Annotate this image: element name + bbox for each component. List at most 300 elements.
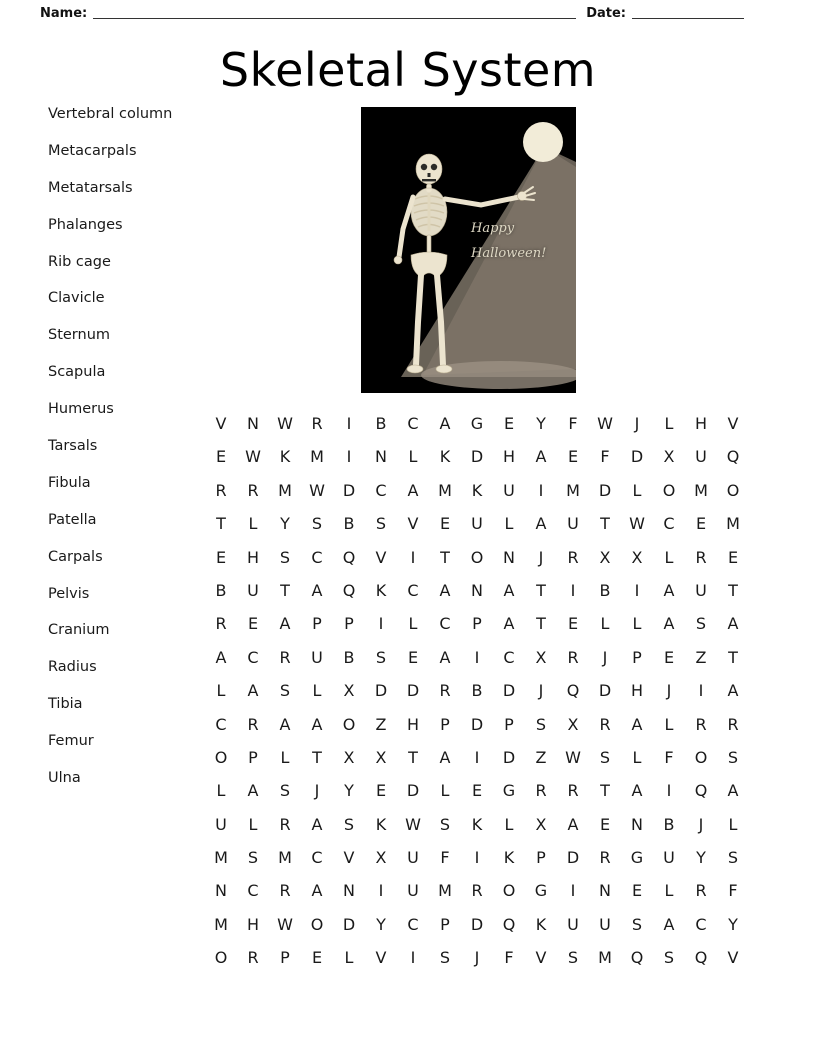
- grid-letter[interactable]: A: [311, 580, 323, 600]
- grid-letter[interactable]: D: [406, 781, 420, 801]
- grid-letter[interactable]: P: [440, 714, 450, 734]
- grid-letter[interactable]: S: [727, 747, 739, 767]
- grid-letter[interactable]: A: [247, 781, 259, 801]
- grid-letter[interactable]: C: [695, 914, 707, 934]
- grid-letter[interactable]: F: [600, 447, 610, 467]
- grid-letter[interactable]: B: [343, 514, 355, 534]
- grid-letter[interactable]: U: [567, 914, 579, 934]
- grid-letter[interactable]: R: [599, 848, 611, 868]
- grid-letter[interactable]: C: [247, 647, 259, 667]
- grid-letter[interactable]: R: [567, 647, 579, 667]
- grid-letter[interactable]: D: [406, 681, 420, 701]
- grid-letter[interactable]: V: [727, 414, 739, 433]
- grid-letter[interactable]: U: [247, 580, 259, 600]
- grid-letter[interactable]: R: [567, 547, 579, 567]
- grid-letter[interactable]: E: [631, 881, 643, 901]
- grid-letter[interactable]: L: [632, 614, 642, 634]
- grid-letter[interactable]: U: [471, 514, 483, 534]
- grid-letter[interactable]: R: [215, 614, 227, 634]
- grid-letter[interactable]: K: [471, 814, 483, 834]
- grid-letter[interactable]: U: [503, 480, 515, 500]
- grid-letter[interactable]: P: [248, 747, 258, 767]
- grid-letter[interactable]: E: [247, 614, 259, 634]
- grid-letter[interactable]: S: [439, 814, 451, 834]
- word-list-item: Metatarsals: [48, 179, 133, 196]
- grid-letter[interactable]: V: [343, 848, 355, 868]
- grid-letter[interactable]: T: [312, 747, 322, 767]
- grid-letter[interactable]: Q: [726, 447, 740, 467]
- grid-letter[interactable]: A: [631, 781, 643, 801]
- grid-letter[interactable]: X: [535, 814, 547, 834]
- grid-letter[interactable]: R: [567, 781, 579, 801]
- grid-letter[interactable]: R: [247, 714, 259, 734]
- grid-letter[interactable]: H: [406, 714, 420, 734]
- grid-letter[interactable]: I: [570, 881, 576, 901]
- grid-letter[interactable]: J: [602, 647, 608, 667]
- word-list-item: Cranium: [48, 622, 110, 639]
- grid-letter[interactable]: I: [474, 848, 480, 868]
- grid-letter[interactable]: L: [248, 814, 258, 834]
- grid-letter[interactable]: V: [375, 547, 387, 567]
- grid-letter[interactable]: A: [535, 447, 547, 467]
- grid-letter[interactable]: X: [663, 447, 675, 467]
- grid-letter[interactable]: J: [538, 681, 544, 701]
- grid-letter[interactable]: G: [470, 414, 484, 433]
- grid-letter[interactable]: A: [503, 614, 515, 634]
- grid-letter[interactable]: M: [310, 447, 324, 467]
- grid-letter[interactable]: E: [567, 614, 579, 634]
- grid-letter[interactable]: M: [438, 480, 452, 500]
- grid-letter[interactable]: A: [439, 647, 451, 667]
- grid-letter[interactable]: X: [343, 681, 355, 701]
- grid-letter[interactable]: B: [215, 580, 227, 600]
- grid-letter[interactable]: U: [599, 914, 611, 934]
- grid-letter[interactable]: A: [503, 580, 515, 600]
- grid-letter[interactable]: O: [470, 547, 484, 567]
- grid-letter[interactable]: A: [663, 580, 675, 600]
- grid-letter[interactable]: Q: [630, 948, 644, 968]
- grid-letter[interactable]: N: [503, 547, 515, 567]
- grid-letter[interactable]: Z: [535, 747, 547, 767]
- date-write-line[interactable]: [632, 6, 744, 19]
- grid-letter[interactable]: J: [634, 414, 640, 433]
- grid-letter[interactable]: W: [245, 447, 261, 467]
- grid-letter[interactable]: X: [535, 647, 547, 667]
- grid-letter[interactable]: E: [215, 447, 227, 467]
- grid-letter[interactable]: L: [216, 681, 226, 701]
- grid-letter[interactable]: S: [247, 848, 259, 868]
- grid-letter[interactable]: L: [600, 614, 610, 634]
- grid-letter[interactable]: Q: [694, 781, 708, 801]
- grid-letter[interactable]: L: [440, 781, 450, 801]
- grid-letter[interactable]: G: [502, 781, 516, 801]
- grid-letter[interactable]: R: [535, 781, 547, 801]
- grid-letter[interactable]: T: [536, 580, 546, 600]
- name-write-line[interactable]: [93, 6, 576, 19]
- grid-letter[interactable]: X: [375, 848, 387, 868]
- grid-letter[interactable]: H: [246, 914, 260, 934]
- grid-letter[interactable]: G: [630, 848, 644, 868]
- grid-letter[interactable]: N: [471, 580, 483, 600]
- grid-letter[interactable]: W: [309, 480, 325, 500]
- grid-letter[interactable]: F: [504, 948, 514, 968]
- grid-letter[interactable]: A: [311, 714, 323, 734]
- grid-letter[interactable]: Q: [502, 914, 516, 934]
- grid-letter[interactable]: D: [342, 914, 356, 934]
- grid-letter[interactable]: W: [277, 914, 293, 934]
- grid-letter[interactable]: T: [408, 747, 418, 767]
- grid-letter[interactable]: L: [344, 948, 354, 968]
- grid-letter[interactable]: R: [279, 814, 291, 834]
- word-list-item: Sternum: [48, 327, 111, 344]
- grid-letter[interactable]: K: [535, 914, 547, 934]
- grid-letter[interactable]: E: [503, 414, 515, 433]
- grid-letter[interactable]: A: [439, 580, 451, 600]
- grid-letter[interactable]: F: [664, 747, 674, 767]
- grid-letter[interactable]: S: [279, 547, 291, 567]
- grid-letter[interactable]: V: [535, 948, 547, 968]
- grid-letter[interactable]: E: [215, 547, 227, 567]
- grid-letter[interactable]: T: [536, 614, 546, 634]
- grid-letter[interactable]: Y: [376, 914, 386, 934]
- grid-letter[interactable]: A: [247, 681, 259, 701]
- grid-letter[interactable]: C: [311, 848, 323, 868]
- grid-letter[interactable]: P: [472, 614, 482, 634]
- grid-letter[interactable]: D: [502, 681, 516, 701]
- grid-letter[interactable]: C: [407, 580, 419, 600]
- grid-letter[interactable]: L: [280, 747, 290, 767]
- grid-letter[interactable]: M: [278, 848, 292, 868]
- grid-letter[interactable]: O: [310, 914, 324, 934]
- grid-letter[interactable]: J: [666, 681, 672, 701]
- grid-letter[interactable]: D: [566, 848, 580, 868]
- grid-letter[interactable]: L: [312, 681, 322, 701]
- grid-letter[interactable]: U: [567, 514, 579, 534]
- grid-letter[interactable]: B: [471, 681, 483, 701]
- grid-letter[interactable]: Q: [342, 547, 356, 567]
- grid-letter[interactable]: S: [567, 948, 579, 968]
- grid-letter[interactable]: A: [663, 914, 675, 934]
- grid-letter[interactable]: E: [311, 948, 323, 968]
- grid-letter[interactable]: I: [570, 580, 576, 600]
- grid-letter[interactable]: A: [439, 414, 451, 433]
- grid-letter[interactable]: R: [439, 681, 451, 701]
- grid-letter[interactable]: T: [728, 647, 738, 667]
- grid-letter[interactable]: H: [246, 547, 260, 567]
- grid-letter[interactable]: U: [695, 580, 707, 600]
- grid-letter[interactable]: S: [343, 814, 355, 834]
- grid-letter[interactable]: A: [631, 714, 643, 734]
- grid-letter[interactable]: R: [471, 881, 483, 901]
- word-search-grid[interactable]: [205, 407, 749, 975]
- grid-letter[interactable]: S: [599, 747, 611, 767]
- grid-letter[interactable]: T: [280, 580, 290, 600]
- grid-letter[interactable]: R: [311, 414, 323, 433]
- grid-letter[interactable]: X: [567, 714, 579, 734]
- grid-letter[interactable]: O: [726, 480, 740, 500]
- grid-letter[interactable]: F: [440, 848, 450, 868]
- grid-letter[interactable]: E: [695, 514, 707, 534]
- grid-letter[interactable]: N: [631, 814, 643, 834]
- grid-letter[interactable]: B: [599, 580, 611, 600]
- grid-letter[interactable]: I: [538, 480, 544, 500]
- grid-letter[interactable]: A: [727, 681, 739, 701]
- grid-letter[interactable]: R: [247, 480, 259, 500]
- grid-letter[interactable]: P: [632, 647, 642, 667]
- grid-letter[interactable]: N: [247, 414, 259, 433]
- grid-letter[interactable]: H: [630, 681, 644, 701]
- grid-letter[interactable]: I: [346, 447, 352, 467]
- grid-letter[interactable]: D: [598, 681, 612, 701]
- grid-letter[interactable]: M: [214, 848, 228, 868]
- grid-letter[interactable]: D: [470, 714, 484, 734]
- grid-letter[interactable]: J: [314, 781, 320, 801]
- grid-letter[interactable]: X: [375, 747, 387, 767]
- grid-letter[interactable]: D: [470, 447, 484, 467]
- grid-letter[interactable]: I: [410, 547, 416, 567]
- grid-letter[interactable]: F: [728, 881, 738, 901]
- grid-letter[interactable]: U: [407, 881, 419, 901]
- grid-letter[interactable]: B: [343, 647, 355, 667]
- grid-letter[interactable]: S: [439, 948, 451, 968]
- grid-letter[interactable]: S: [535, 714, 547, 734]
- grid-letter[interactable]: P: [280, 948, 290, 968]
- word-list-item: Tibia: [48, 696, 83, 713]
- grid-letter[interactable]: N: [375, 447, 387, 467]
- grid-letter[interactable]: Q: [566, 681, 580, 701]
- grid-letter[interactable]: U: [311, 647, 323, 667]
- word-list-item: Carpals: [48, 548, 103, 565]
- grid-letter[interactable]: S: [727, 848, 739, 868]
- grid-letter[interactable]: A: [439, 747, 451, 767]
- grid-letter[interactable]: C: [663, 514, 675, 534]
- grid-letter[interactable]: Y: [696, 848, 706, 868]
- grid-letter[interactable]: A: [727, 781, 739, 801]
- grid-letter[interactable]: G: [534, 881, 548, 901]
- grid-letter[interactable]: E: [663, 647, 675, 667]
- grid-letter[interactable]: C: [439, 614, 451, 634]
- grid-letter[interactable]: C: [407, 914, 419, 934]
- grid-letter[interactable]: E: [567, 447, 579, 467]
- grid-letter[interactable]: Y: [280, 514, 290, 534]
- grid-letter[interactable]: I: [474, 647, 480, 667]
- grid-letter[interactable]: T: [216, 514, 226, 534]
- grid-letter[interactable]: L: [408, 447, 418, 467]
- grid-letter[interactable]: L: [504, 814, 514, 834]
- grid-letter[interactable]: K: [439, 447, 451, 467]
- grid-letter[interactable]: U: [215, 814, 227, 834]
- grid-letter[interactable]: D: [598, 480, 612, 500]
- grid-letter[interactable]: W: [629, 514, 645, 534]
- grid-letter[interactable]: Z: [375, 714, 387, 734]
- grid-letter[interactable]: P: [536, 848, 546, 868]
- grid-letter[interactable]: O: [214, 747, 228, 767]
- grid-letter[interactable]: S: [311, 514, 323, 534]
- grid-letter[interactable]: Y: [344, 781, 354, 801]
- grid-letter[interactable]: I: [378, 881, 384, 901]
- grid-letter[interactable]: I: [346, 414, 352, 433]
- grid-letter[interactable]: U: [407, 848, 419, 868]
- grid-letter[interactable]: L: [728, 814, 738, 834]
- grid-letter[interactable]: X: [631, 547, 643, 567]
- grid-letter[interactable]: O: [502, 881, 516, 901]
- grid-letter[interactable]: E: [599, 814, 611, 834]
- grid-letter[interactable]: O: [662, 480, 676, 500]
- grid-letter[interactable]: Z: [695, 647, 707, 667]
- grid-letter[interactable]: R: [215, 480, 227, 500]
- grid-letter[interactable]: U: [663, 848, 675, 868]
- page-title: Skeletal System: [219, 43, 597, 97]
- grid-letter[interactable]: O: [694, 747, 708, 767]
- grid-letter[interactable]: E: [407, 647, 419, 667]
- grid-letter[interactable]: R: [247, 948, 259, 968]
- grid-letter[interactable]: A: [727, 614, 739, 634]
- grid-letter[interactable]: N: [215, 881, 227, 901]
- grid-letter[interactable]: I: [378, 614, 384, 634]
- grid-letter[interactable]: J: [698, 814, 704, 834]
- grid-letter[interactable]: R: [279, 647, 291, 667]
- grid-letter[interactable]: T: [600, 514, 610, 534]
- grid-letter[interactable]: M: [598, 948, 612, 968]
- grid-letter[interactable]: L: [664, 414, 674, 433]
- grid-letter[interactable]: N: [599, 881, 611, 901]
- grid-letter[interactable]: R: [695, 547, 707, 567]
- grid-letter[interactable]: C: [407, 414, 419, 433]
- grid-letter[interactable]: S: [279, 781, 291, 801]
- grid-letter[interactable]: I: [666, 781, 672, 801]
- grid-letter[interactable]: R: [695, 881, 707, 901]
- grid-letter[interactable]: S: [631, 914, 643, 934]
- grid-letter[interactable]: C: [375, 480, 387, 500]
- grid-letter[interactable]: X: [343, 747, 355, 767]
- grid-letter[interactable]: O: [214, 948, 228, 968]
- grid-letter[interactable]: M: [566, 480, 580, 500]
- grid-letter[interactable]: M: [214, 914, 228, 934]
- grid-letter[interactable]: M: [694, 480, 708, 500]
- grid-letter[interactable]: I: [634, 580, 640, 600]
- grid-letter[interactable]: I: [410, 948, 416, 968]
- grid-letter[interactable]: C: [311, 547, 323, 567]
- grid-letter[interactable]: A: [311, 814, 323, 834]
- grid-letter[interactable]: B: [663, 814, 675, 834]
- grid-letter[interactable]: V: [375, 948, 387, 968]
- grid-letter[interactable]: E: [375, 781, 387, 801]
- grid-letter[interactable]: H: [502, 447, 516, 467]
- grid-letter[interactable]: K: [503, 848, 515, 868]
- grid-letter[interactable]: A: [535, 514, 547, 534]
- grid-letter[interactable]: A: [663, 614, 675, 634]
- grid-letter[interactable]: K: [375, 580, 387, 600]
- word-list-item: Metacarpals: [48, 142, 137, 159]
- grid-letter[interactable]: A: [279, 614, 291, 634]
- grid-letter[interactable]: M: [278, 480, 292, 500]
- grid-letter[interactable]: J: [538, 547, 544, 567]
- grid-letter[interactable]: A: [279, 714, 291, 734]
- grid-letter[interactable]: X: [599, 547, 611, 567]
- grid-letter[interactable]: Y: [536, 414, 546, 433]
- grid-letter[interactable]: V: [215, 414, 227, 433]
- grid-letter[interactable]: L: [248, 514, 258, 534]
- grid-letter[interactable]: O: [342, 714, 356, 734]
- grid-letter[interactable]: S: [375, 514, 387, 534]
- grid-letter[interactable]: P: [312, 614, 322, 634]
- grid-letter[interactable]: D: [502, 747, 516, 767]
- grid-letter[interactable]: R: [695, 714, 707, 734]
- grid-letter[interactable]: E: [727, 547, 739, 567]
- grid-letter[interactable]: D: [470, 914, 484, 934]
- grid-letter[interactable]: P: [344, 614, 354, 634]
- grid-letter[interactable]: J: [474, 948, 480, 968]
- grid-letter[interactable]: A: [215, 647, 227, 667]
- grid-letter[interactable]: T: [728, 580, 738, 600]
- grid-letter[interactable]: I: [474, 747, 480, 767]
- grid-letter[interactable]: W: [597, 414, 613, 433]
- grid-letter[interactable]: C: [247, 881, 259, 901]
- grid-letter[interactable]: S: [279, 681, 291, 701]
- grid-letter[interactable]: L: [408, 614, 418, 634]
- grid-letter[interactable]: T: [440, 547, 450, 567]
- grid-letter[interactable]: S: [695, 614, 707, 634]
- grid-letter[interactable]: R: [279, 881, 291, 901]
- grid-letter[interactable]: D: [342, 480, 356, 500]
- grid-letter[interactable]: E: [471, 781, 483, 801]
- grid-letter[interactable]: V: [407, 514, 419, 534]
- grid-letter[interactable]: D: [374, 681, 388, 701]
- grid-letter[interactable]: C: [215, 714, 227, 734]
- grid-letter[interactable]: Q: [694, 948, 708, 968]
- grid-letter[interactable]: L: [664, 881, 674, 901]
- grid-letter[interactable]: K: [375, 814, 387, 834]
- grid-letter[interactable]: S: [663, 948, 675, 968]
- grid-letter[interactable]: D: [630, 447, 644, 467]
- grid-letter[interactable]: R: [727, 714, 739, 734]
- grid-letter[interactable]: H: [694, 414, 708, 433]
- grid-letter[interactable]: L: [504, 514, 514, 534]
- grid-letter[interactable]: I: [698, 681, 704, 701]
- grid-letter[interactable]: P: [504, 714, 514, 734]
- grid-letter[interactable]: A: [567, 814, 579, 834]
- grid-letter[interactable]: M: [726, 514, 740, 534]
- grid-letter[interactable]: L: [664, 547, 674, 567]
- grid-letter[interactable]: K: [279, 447, 291, 467]
- grid-letter[interactable]: T: [600, 781, 610, 801]
- grid-letter[interactable]: W: [565, 747, 581, 767]
- grid-letter[interactable]: L: [632, 480, 642, 500]
- grid-letter[interactable]: U: [695, 447, 707, 467]
- grid-letter[interactable]: Y: [728, 914, 738, 934]
- grid-letter[interactable]: W: [277, 414, 293, 433]
- grid-letter[interactable]: R: [599, 714, 611, 734]
- grid-letter[interactable]: K: [471, 480, 483, 500]
- grid-letter[interactable]: E: [439, 514, 451, 534]
- grid-letter[interactable]: W: [405, 814, 421, 834]
- grid-letter[interactable]: L: [664, 714, 674, 734]
- grid-letter[interactable]: A: [311, 881, 323, 901]
- grid-letter[interactable]: L: [216, 781, 226, 801]
- grid-letter[interactable]: L: [632, 747, 642, 767]
- word-list-item: Ulna: [48, 770, 81, 787]
- grid-letter[interactable]: V: [727, 948, 739, 968]
- grid-letter[interactable]: C: [503, 647, 515, 667]
- grid-letter[interactable]: F: [568, 414, 578, 433]
- grid-letter[interactable]: B: [375, 414, 387, 433]
- grid-letter[interactable]: Q: [342, 580, 356, 600]
- grid-letter[interactable]: N: [343, 881, 355, 901]
- grid-letter[interactable]: P: [440, 914, 450, 934]
- grid-letter[interactable]: A: [407, 480, 419, 500]
- grid-letter[interactable]: S: [375, 647, 387, 667]
- grid-letter[interactable]: M: [438, 881, 452, 901]
